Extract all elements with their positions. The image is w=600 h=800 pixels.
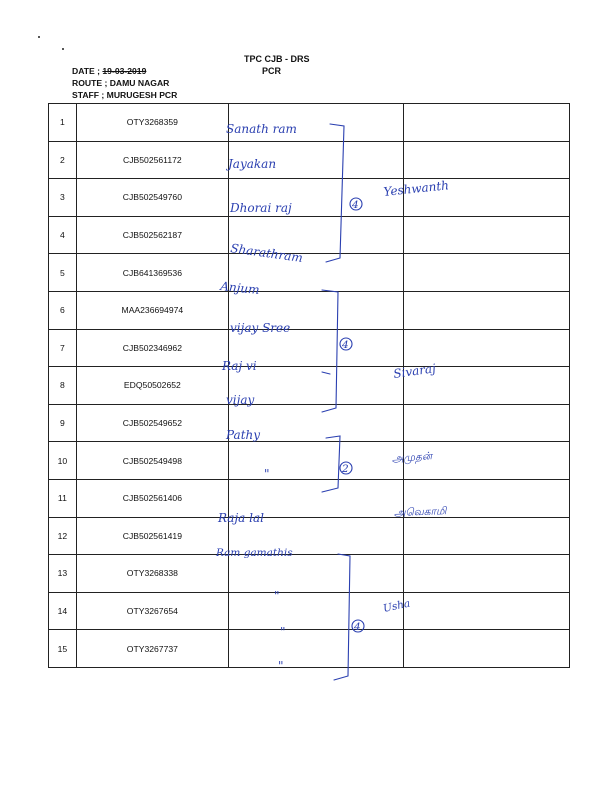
handwritten-name: Sanath ram <box>226 122 297 136</box>
signature-cell <box>404 254 570 292</box>
shipment-id: OTY3268338 <box>76 555 228 593</box>
table-row <box>49 442 570 480</box>
handwritten-name: Ram gamathis <box>216 547 293 559</box>
signature: அவெகாமி <box>393 505 447 519</box>
table-row <box>49 592 570 630</box>
shipment-id: OTY3267737 <box>76 630 228 668</box>
shipment-id: CJB502549498 <box>76 442 228 480</box>
name-cell <box>228 104 404 142</box>
shipment-id: CJB502346962 <box>76 329 228 367</box>
handwritten-name: vijay <box>226 393 255 407</box>
table-row <box>49 291 570 329</box>
row-number: 6 <box>49 291 77 329</box>
table-row <box>49 104 570 142</box>
count-number: 2 <box>342 463 349 475</box>
table-row <box>49 517 570 555</box>
name-cell <box>228 367 404 405</box>
row-number: 4 <box>49 216 77 254</box>
shipment-id: OTY3268359 <box>76 104 228 142</box>
name-cell <box>228 329 404 367</box>
signature-cell <box>404 404 570 442</box>
name-cell <box>228 291 404 329</box>
table-row <box>49 404 570 442</box>
name-cell <box>228 216 404 254</box>
table-row <box>49 630 570 668</box>
table-row <box>49 216 570 254</box>
name-cell <box>228 141 404 179</box>
signature-cell <box>404 630 570 668</box>
handwritten-name: " <box>280 625 286 639</box>
name-cell <box>228 592 404 630</box>
handwritten-name: Pathy <box>226 428 261 442</box>
row-number: 14 <box>49 592 77 630</box>
handwritten-name: " <box>274 589 280 603</box>
table-row <box>49 179 570 217</box>
handwritten-name: Sharathram <box>229 241 304 266</box>
signature-cell <box>404 442 570 480</box>
handwritten-name: Jayakan <box>228 157 277 171</box>
signature: Sivaraj <box>392 361 437 381</box>
row-number: 3 <box>49 179 77 217</box>
row-number: 11 <box>49 479 77 517</box>
signature: Usha <box>382 597 412 615</box>
route-line: ROUTE ; DAMU NAGAR <box>72 78 170 88</box>
row-number: 1 <box>49 104 77 142</box>
count-number: 4 <box>354 621 361 633</box>
signature: அமுதன் <box>391 450 433 465</box>
handwritten-name: Anjum <box>219 279 261 298</box>
signature-cell <box>404 141 570 179</box>
shipment-id: MAA236694974 <box>76 291 228 329</box>
handwritten-name: " <box>264 467 270 481</box>
handwritten-name: vijay Sree <box>230 321 291 335</box>
delivery-table <box>48 103 570 668</box>
signature-cell <box>404 517 570 555</box>
table-row <box>49 555 570 593</box>
name-cell <box>228 555 404 593</box>
date-line <box>72 66 146 76</box>
staff-line: STAFF ; MURUGESH PCR <box>72 90 178 100</box>
row-number: 8 <box>49 367 77 405</box>
handwritten-name: Raj vi <box>222 359 257 373</box>
signature-cell <box>404 216 570 254</box>
handwritten-name: Raja lal <box>218 511 264 525</box>
shipment-id: CJB502561406 <box>76 479 228 517</box>
name-cell <box>228 179 404 217</box>
table-row <box>49 254 570 292</box>
row-number: 9 <box>49 404 77 442</box>
date-label: DATE ; <box>72 66 101 76</box>
shipment-id: EDQ50502652 <box>76 367 228 405</box>
name-cell <box>228 404 404 442</box>
table-row <box>49 141 570 179</box>
shipment-id: CJB502549652 <box>76 404 228 442</box>
table-row <box>49 479 570 517</box>
signature-cell <box>404 367 570 405</box>
signature-cell <box>404 479 570 517</box>
name-cell <box>228 517 404 555</box>
count-number: 4 <box>342 339 349 351</box>
row-number: 10 <box>49 442 77 480</box>
signature: Yeshwanth <box>382 178 450 199</box>
name-cell <box>228 442 404 480</box>
name-cell <box>228 630 404 668</box>
document-subtitle: PCR <box>262 66 282 76</box>
row-number: 13 <box>49 555 77 593</box>
count-number: 4 <box>352 199 359 211</box>
shipment-id: CJB502561172 <box>76 141 228 179</box>
signature-cell <box>404 592 570 630</box>
table-row <box>49 329 570 367</box>
shipment-id: CJB502549760 <box>76 179 228 217</box>
shipment-id: CJB502562187 <box>76 216 228 254</box>
row-number: 15 <box>49 630 77 668</box>
row-number: 7 <box>49 329 77 367</box>
signature-cell <box>404 555 570 593</box>
signature-cell <box>404 291 570 329</box>
shipment-id: OTY3267654 <box>76 592 228 630</box>
signature-cell <box>404 329 570 367</box>
scan-speck <box>38 36 40 38</box>
name-cell <box>228 479 404 517</box>
shipment-id: CJB641369536 <box>76 254 228 292</box>
row-number: 5 <box>49 254 77 292</box>
handwritten-name: Dhorai raj <box>230 201 292 215</box>
signature-cell <box>404 104 570 142</box>
document-title: TPC CJB - DRS <box>244 54 310 64</box>
shipment-id: CJB502561419 <box>76 517 228 555</box>
signature-cell <box>404 179 570 217</box>
name-cell <box>228 254 404 292</box>
table-row <box>49 367 570 405</box>
row-number: 2 <box>49 141 77 179</box>
scan-speck <box>62 48 64 50</box>
date-value: 19-03-2019 <box>102 66 147 76</box>
handwritten-name: " <box>278 659 284 673</box>
row-number: 12 <box>49 517 77 555</box>
